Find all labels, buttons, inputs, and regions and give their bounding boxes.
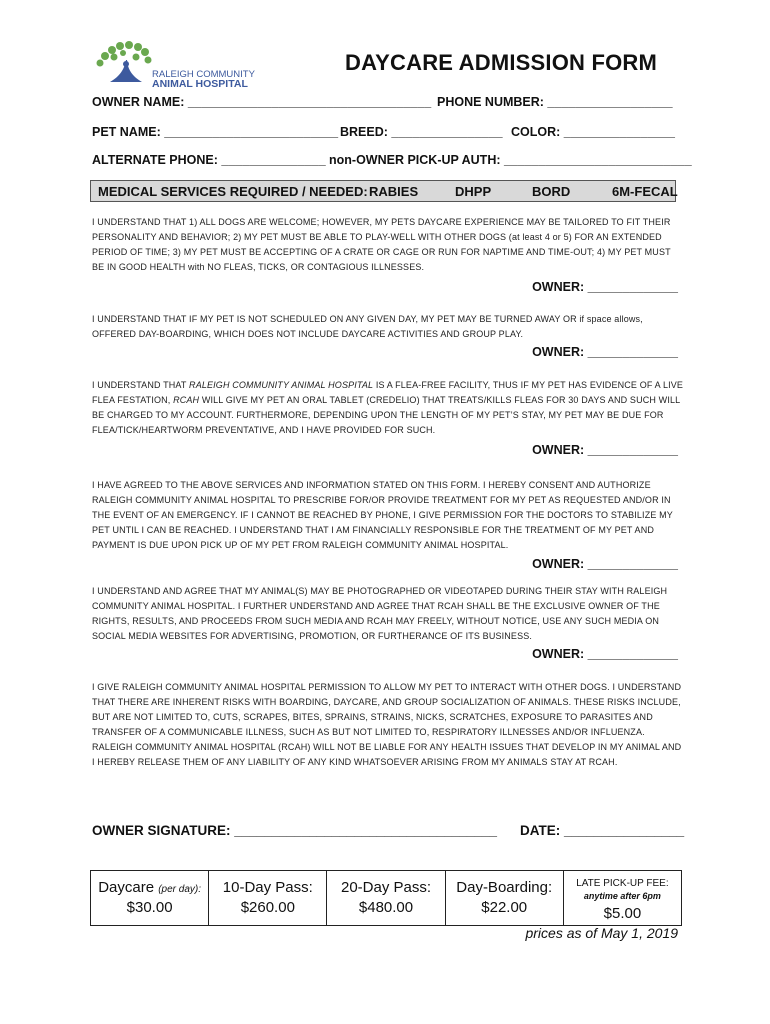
owner-initial-field[interactable]: OWNER: _____________ (532, 443, 678, 457)
price-cell-10day: 10-Day Pass: $260.00 (209, 871, 327, 925)
date-field[interactable]: DATE: ________________ (520, 823, 685, 838)
medical-item-dhpp[interactable]: DHPP (455, 183, 492, 199)
medical-item-bord[interactable]: BORD (532, 183, 571, 199)
medical-item-rabies[interactable]: RABIES (369, 183, 419, 199)
price-cell-late-pickup: LATE PICK-UP FEE: anytime after 6pm $5.00 (576, 878, 669, 922)
pet-name-field[interactable]: PET NAME: _________________________ (92, 125, 339, 139)
flea-policy-paragraph: I UNDERSTAND THAT RALEIGH COMMUNITY ANIMAL HOSPITAL IS A FLEA-FREE FACILITY, THUS IF MY PET HAS EVIDENCE OF A LIVE FLEA FESTATION, RCAH WILL GIVE MY PET AN ORAL TABLET (CREDELIO) THAT TREATS/KILLS FLEAS FOR 30 DAYS AND SUCH WILL BE CHARGED TO MY ACCOUNT. FURTHERMORE, DEPENDING UPON THE LENGTH OF MY PET’S STAY, MY PET MAY BE DUE FOR FLEA/TICK/HEARTWORM PREVENTATIVE, AND I HAVE PROVIDED FOR SUCH. (92, 380, 684, 435)
price-table (90, 870, 682, 926)
pickup-auth-field[interactable]: non-OWNER PICK-UP AUTH: ___________________________ (329, 153, 692, 167)
color-field[interactable]: COLOR: ________________ (511, 125, 676, 139)
policy-paragraph: I GIVE RALEIGH COMMUNITY ANIMAL HOSPITAL PERMISSION TO ALLOW MY PET TO INTERACT WITH OTHER DOGS. I UNDERSTAND THAT THERE ARE INHERENT RISKS WITH BOARDING, DAYCARE, AND GROUP SOCIALIZATION OF ANIMALS. THESE RISKS INCLUDE, BUT ARE NOT LIMITED TO, CUTS, SCRAPES, BITES, SPRAINS, STRAINS, NICKS, SCRATCHES, EXPOSURE TO PARASITES AND TRANSFER OF A COMMUNICABLE ILLNESS, SUCH AS BUT NOT LIMITED TO, RESPIRATORY ILLNESSES AND/OR INFLUENZA. RALEIGH COMMUNITY ANIMAL HOSPITAL (RCAH) WILL NOT BE LIABLE FOR ANY HEALTH ISSUES THAT DEVELOP IN MY ANIMAL AND I HEREBY RELEASE THEM OF ANY LIABILITY OF ANY KIND WHATSOEVER ARISING FROM MY ANIMALS STAY AT RCAH. (92, 682, 682, 767)
price-cell-dayboarding: Day-Boarding: $22.00 (446, 871, 564, 925)
medical-label: MEDICAL SERVICES REQUIRED / NEEDED: (98, 183, 368, 199)
policy-paragraph: I UNDERSTAND THAT 1) ALL DOGS ARE WELCOME; HOWEVER, MY PETS DAYCARE EXPERIENCE MAY BE TAILORED TO FIT THEIR PERSONALITY AND BEHAVIOR; 2) MY PET MUST BE ABLE TO PLAY-WELL WITH OTHER DOGS (at least 4 or 5) FOR AN EXTENDED PERIOD OF TIME; 3) MY PET MUST BE ACCEPTING OF A CRATE OR CAGE OR RUN FOR NAPTIME AND TIME-OUT; 4) MY PET MUST BE IN GOOD HEALTH with NO FLEAS, TICKS, OR CONTAGIOUS ILLNESSES. (92, 217, 671, 272)
alternate-phone-field[interactable]: ALTERNATE PHONE: _______________ (92, 153, 326, 167)
medical-services-box (90, 180, 676, 202)
owner-name-field[interactable]: OWNER NAME: ___________________________________ (92, 95, 432, 109)
owner-initial-field[interactable]: OWNER: _____________ (532, 345, 678, 359)
owner-signature-field[interactable]: OWNER SIGNATURE: ___________________________________ (92, 823, 498, 838)
owner-initial-field[interactable]: OWNER: _____________ (532, 647, 678, 661)
policy-paragraph: I UNDERSTAND AND AGREE THAT MY ANIMAL(S) MAY BE PHOTOGRAPHED OR VIDEOTAPED DURING THEIR STAY WITH RALEIGH COMMUNITY ANIMAL HOSPITAL. I FURTHER UNDERSTAND AND AGREE THAT RCAH SHALL BE THE EXCLUSIVE OWNER OF THE RIGHTS, RESULTS, AND PROCEEDS FROM SUCH MEDIA AND RCAH MAY FREELY, WITHOUT NOTICE, USE ANY SUCH MEDIA ON SOCIAL MEDIA WEBSITES FOR ADVERTISING, PROMOTION, OR FURTHERANCE OF ITS BUSINESS. (92, 586, 668, 641)
hospital-logo (90, 40, 295, 92)
price-note: prices as of May 1, 2019 (525, 925, 678, 941)
logo-line1: RALEIGH COMMUNITY (152, 69, 255, 80)
owner-initial-field[interactable]: OWNER: _____________ (532, 280, 678, 294)
breed-field[interactable]: BREED: ________________ (340, 125, 503, 139)
policy-paragraph: I HAVE AGREED TO THE ABOVE SERVICES AND INFORMATION STATED ON THIS FORM. I HEREBY CONSENT AND AUTHORIZE RALEIGH COMMUNITY ANIMAL HOSPITAL TO PRESCRIBE FOR/OR PROVIDE TREATMENT FOR MY PET AS REQUESTED AND/OR IN THE EVENT OF AN EMERGENCY. IF I CANNOT BE REACHED BY PHONE, I GIVE PERMISSION FOR THE DOCTORS TO STABILIZE MY PET UNTIL I CAN BE REACHED. I UNDERSTAND THAT I AM FINANCIALLY RESPONSIBLE FOR THE TREATMENT OF MY PET AND PAYMENT IS DUE UPON PICK UP OF MY PET FROM RALEIGH COMMUNITY ANIMAL HOSPITAL. (92, 480, 673, 550)
policy-paragraph: I UNDERSTAND THAT IF MY PET IS NOT SCHEDULED ON ANY GIVEN DAY, MY PET MAY BE TURNED AWAY OR if space allows, OFFERED DAY-BOARDING, WHICH DOES NOT INCLUDE DAYCARE ACTIVITIES AND GROUP PLAY. (92, 314, 643, 339)
owner-initial-field[interactable]: OWNER: _____________ (532, 557, 678, 571)
price-cell-daycare: Daycare (per day): $30.00 (91, 871, 209, 925)
form-title: DAYCARE ADMISSION FORM (345, 50, 658, 75)
phone-number-field[interactable]: PHONE NUMBER: __________________ (437, 95, 673, 109)
price-cell-20day: 20-Day Pass: $480.00 (327, 871, 445, 925)
logo-line2: ANIMAL HOSPITAL (152, 78, 248, 90)
medical-item-fecal[interactable]: 6M-FECAL (612, 183, 678, 199)
